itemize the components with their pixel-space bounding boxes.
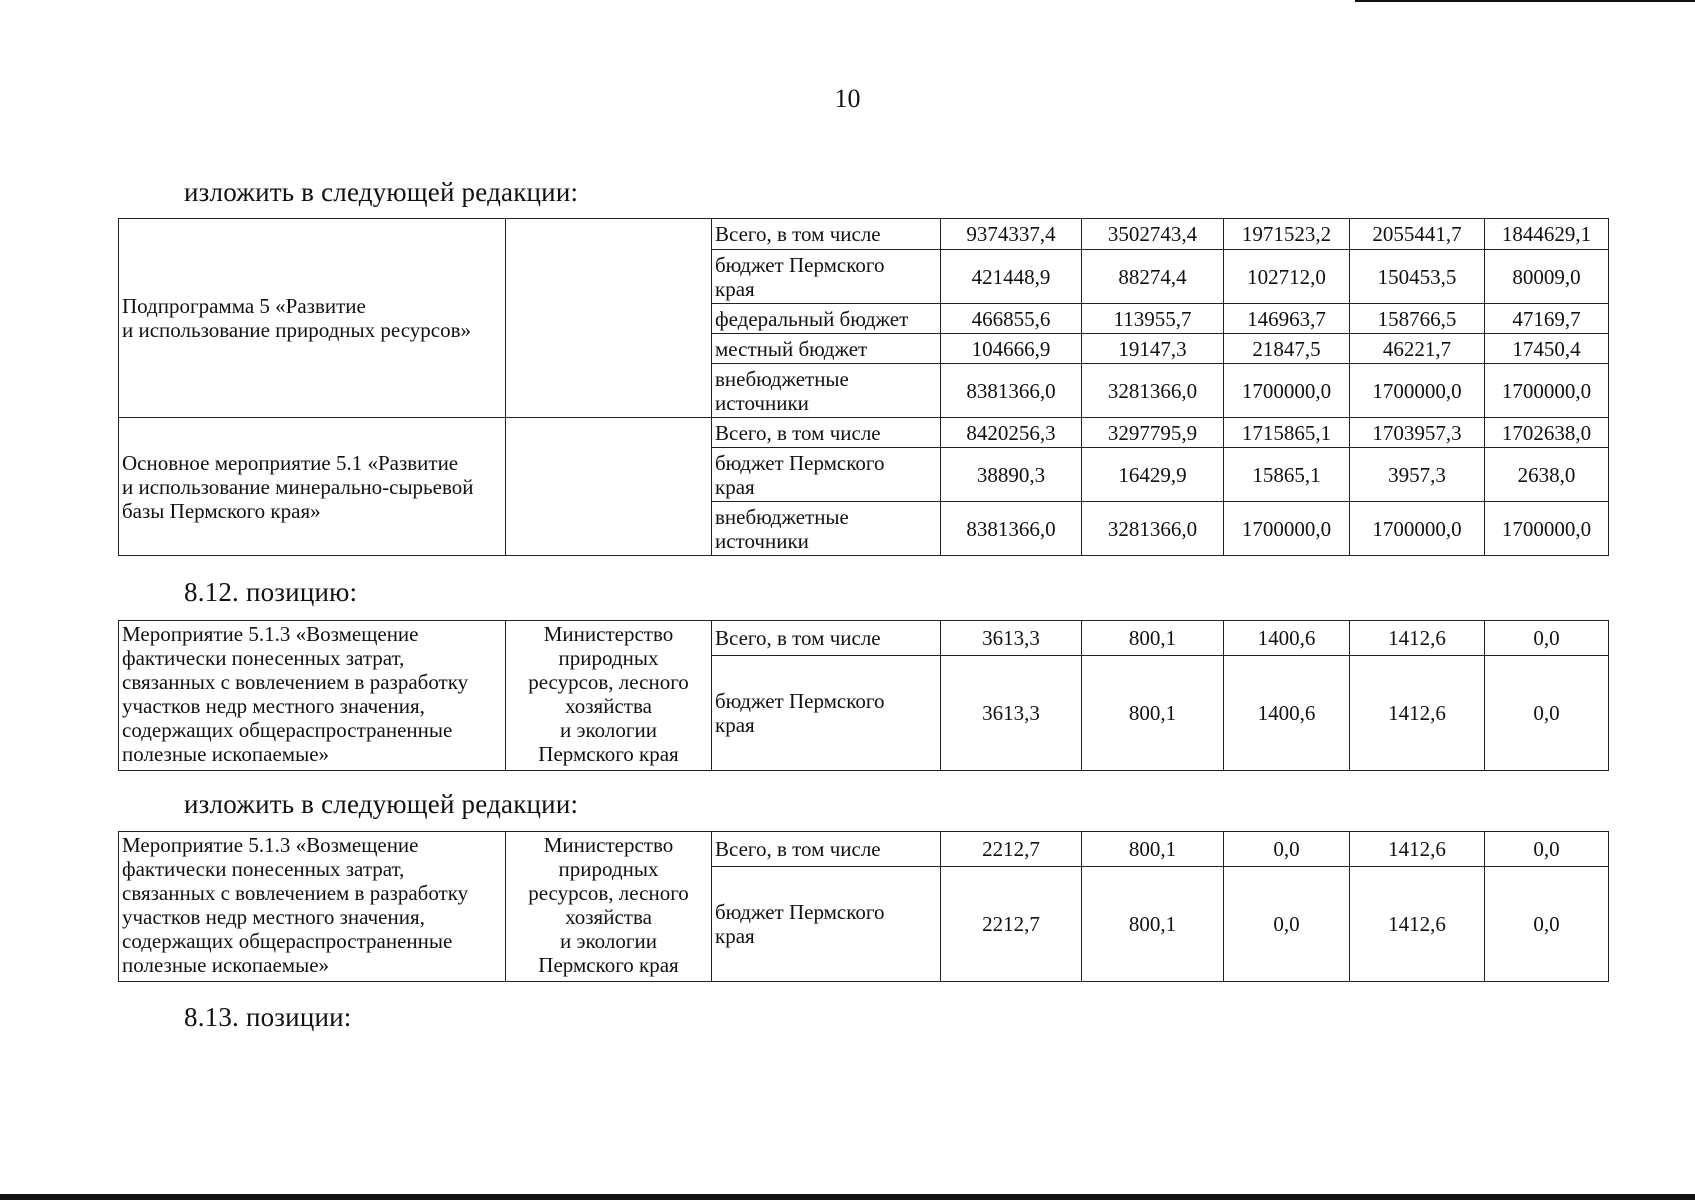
value-cell: 15865,1 — [1224, 448, 1350, 502]
category-cell: внебюджетные источники — [712, 502, 941, 556]
value-cell: 1700000,0 — [1350, 364, 1485, 418]
value-cell: 1400,6 — [1224, 621, 1350, 656]
value-cell: 3281366,0 — [1082, 364, 1224, 418]
subprogram-responsible-cell — [506, 219, 712, 418]
value-cell: 0,0 — [1224, 867, 1350, 982]
category-cell: бюджет Пермского края — [712, 656, 941, 771]
value-cell: 113955,7 — [1082, 304, 1224, 334]
category-cell: Всего, в том числе — [712, 832, 941, 867]
value-cell: 104666,9 — [941, 334, 1082, 364]
activity-name-cell: Мероприятие 5.1.3 «Возмещение фактически понесенных затрат, связанных с вовлечением в разработку участков недр местного значения, содержащих общераспространенные полезные ископаемые» — [119, 621, 506, 771]
value-cell: 1715865,1 — [1224, 418, 1350, 448]
category-cell: местный бюджет — [712, 334, 941, 364]
main-activity-name-cell: Основное мероприятие 5.1 «Развитие и использование минерально-сырьевой базы Пермского края» — [119, 418, 506, 556]
subprogram-name-cell: Подпрограмма 5 «Развитие и использование природных ресурсов» — [119, 219, 506, 418]
value-cell: 800,1 — [1082, 867, 1224, 982]
value-cell: 38890,3 — [941, 448, 1082, 502]
value-cell: 1703957,3 — [1350, 418, 1485, 448]
value-cell: 1702638,0 — [1485, 418, 1609, 448]
top-right-scan-line — [1355, 0, 1695, 2]
value-cell: 3957,3 — [1350, 448, 1485, 502]
activity-responsible-cell: Министерство природных ресурсов, лесного хозяйства и экологии Пермского края — [506, 621, 712, 771]
heading-positions-8-13: 8.13. позиции: — [184, 1002, 352, 1032]
value-cell: 0,0 — [1485, 656, 1609, 771]
value-cell: 21847,5 — [1224, 334, 1350, 364]
category-cell: федеральный бюджет — [712, 304, 941, 334]
value-cell: 421448,9 — [941, 250, 1082, 304]
value-cell: 146963,7 — [1224, 304, 1350, 334]
value-cell: 16429,9 — [1082, 448, 1224, 502]
value-cell: 1412,6 — [1350, 867, 1485, 982]
table-subprogram-5 — [118, 218, 1609, 556]
value-cell: 2055441,7 — [1350, 219, 1485, 250]
category-cell: бюджет Пермского края — [712, 867, 941, 982]
value-cell: 80009,0 — [1485, 250, 1609, 304]
value-cell: 1412,6 — [1350, 621, 1485, 656]
category-cell: бюджет Пермского края — [712, 250, 941, 304]
category-cell: Всего, в том числе — [712, 219, 941, 250]
category-cell: бюджет Пермского края — [712, 448, 941, 502]
value-cell: 2212,7 — [941, 867, 1082, 982]
value-cell: 102712,0 — [1224, 250, 1350, 304]
value-cell: 0,0 — [1485, 621, 1609, 656]
value-cell: 88274,4 — [1082, 250, 1224, 304]
value-cell: 1700000,0 — [1350, 502, 1485, 556]
value-cell: 0,0 — [1224, 832, 1350, 867]
category-cell: Всего, в том числе — [712, 621, 941, 656]
value-cell: 46221,7 — [1350, 334, 1485, 364]
value-cell: 8381366,0 — [941, 364, 1082, 418]
value-cell: 8381366,0 — [941, 502, 1082, 556]
value-cell: 0,0 — [1485, 832, 1609, 867]
value-cell: 8420256,3 — [941, 418, 1082, 448]
category-cell: внебюджетные источники — [712, 364, 941, 418]
value-cell: 0,0 — [1485, 867, 1609, 982]
value-cell: 17450,4 — [1485, 334, 1609, 364]
table-activity-5-1-3-old — [118, 620, 1609, 771]
activity-responsible-cell: Министерство природных ресурсов, лесного хозяйства и экологии Пермского края — [506, 832, 712, 982]
value-cell: 1700000,0 — [1224, 364, 1350, 418]
value-cell: 466855,6 — [941, 304, 1082, 334]
value-cell: 1412,6 — [1350, 832, 1485, 867]
heading-new-edition-2: изложить в следующей редакции: — [184, 789, 579, 819]
page-number: 10 — [834, 84, 861, 113]
value-cell: 1971523,2 — [1224, 219, 1350, 250]
value-cell: 1844629,1 — [1485, 219, 1609, 250]
bottom-scan-border — [0, 1194, 1695, 1200]
value-cell: 1700000,0 — [1485, 502, 1609, 556]
value-cell: 3297795,9 — [1082, 418, 1224, 448]
value-cell: 47169,7 — [1485, 304, 1609, 334]
activity-name-cell: Мероприятие 5.1.3 «Возмещение фактически понесенных затрат, связанных с вовлечением в разработку участков недр местного значения, содержащих общераспространенные полезные ископаемые» — [119, 832, 506, 982]
value-cell: 1700000,0 — [1485, 364, 1609, 418]
value-cell: 150453,5 — [1350, 250, 1485, 304]
category-cell: Всего, в том числе — [712, 418, 941, 448]
heading-new-edition-1: изложить в следующей редакции: — [184, 177, 579, 207]
value-cell: 2638,0 — [1485, 448, 1609, 502]
main-activity-responsible-cell — [506, 418, 712, 556]
value-cell: 3613,3 — [941, 621, 1082, 656]
value-cell: 800,1 — [1082, 621, 1224, 656]
value-cell: 1400,6 — [1224, 656, 1350, 771]
value-cell: 9374337,4 — [941, 219, 1082, 250]
table-activity-5-1-3-new — [118, 831, 1609, 982]
value-cell: 3613,3 — [941, 656, 1082, 771]
value-cell: 800,1 — [1082, 656, 1224, 771]
value-cell: 2212,7 — [941, 832, 1082, 867]
value-cell: 3281366,0 — [1082, 502, 1224, 556]
value-cell: 1700000,0 — [1224, 502, 1350, 556]
value-cell: 800,1 — [1082, 832, 1224, 867]
value-cell: 3502743,4 — [1082, 219, 1224, 250]
value-cell: 1412,6 — [1350, 656, 1485, 771]
heading-position-8-12: 8.12. позицию: — [184, 577, 358, 607]
value-cell: 19147,3 — [1082, 334, 1224, 364]
value-cell: 158766,5 — [1350, 304, 1485, 334]
